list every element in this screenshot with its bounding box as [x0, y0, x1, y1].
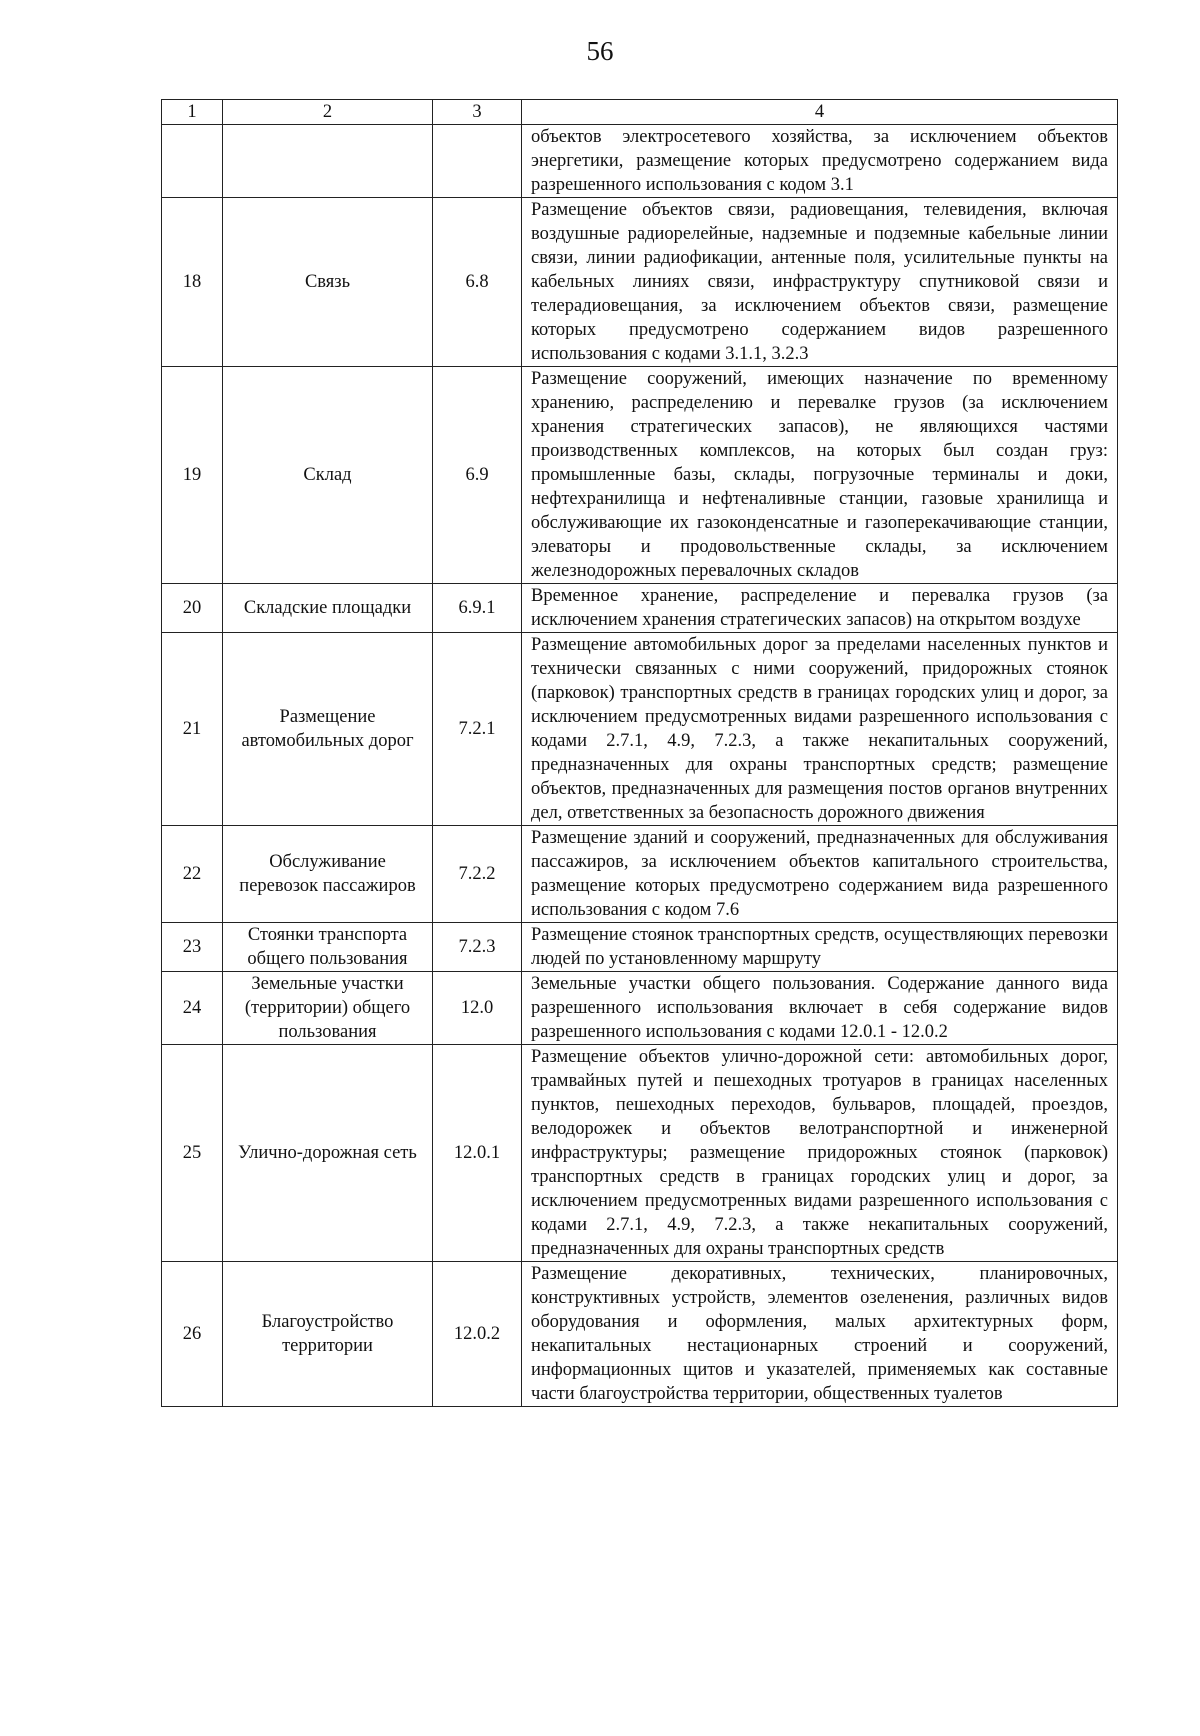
table-row [162, 1262, 1118, 1407]
use-type-code: 12.0.1 [433, 1045, 522, 1262]
header-col-4: 4 [522, 100, 1118, 125]
use-type-description: Размещение сооружений, имеющих назначение по временному хранению, распределению и перевалке грузов (за исключением хранения стратегических запасов), не являющихся частями производственных комплексов, на которых был создан груз: промышленные базы, склады, погрузочные терминалы и доки, нефтехранилища и нефтеналивные станции, газовые хранилища и обслуживающие их газоконденсатные и газоперекачивающие станции, элеваторы и продовольственные склады, за исключением железнодорожных перевалочных складов [522, 367, 1118, 584]
use-type-code [433, 125, 522, 198]
use-type-name: Складские площадки [223, 584, 433, 633]
use-type-name: Земельные участки (территории) общего пользования [223, 972, 433, 1045]
use-type-code: 7.2.1 [433, 633, 522, 826]
use-type-code: 12.0.2 [433, 1262, 522, 1407]
use-type-name: Улично-дорожная сеть [223, 1045, 433, 1262]
header-col-3: 3 [433, 100, 522, 125]
table-row [162, 826, 1118, 923]
row-number: 25 [162, 1045, 223, 1262]
table-row [162, 198, 1118, 367]
table-row [162, 367, 1118, 584]
use-type-description: Временное хранение, распределение и перевалка грузов (за исключением хранения стратегических запасов) на открытом воздухе [522, 584, 1118, 633]
row-number: 18 [162, 198, 223, 367]
use-type-description: Размещение автомобильных дорог за пределами населенных пунктов и технически связанных с ними сооружений, придорожных стоянок (парковок) транспортных средств в границах городских улиц и дорог, за исключением предусмотренных видами разрешенного использования с кодами 2.7.1, 4.9, 7.2.3, а также некапитальных сооружений, предназначенных для охраны транспортных средств; размещение объектов, предназначенных для размещения постов органов внутренних дел, ответственных за безопасность дорожного движения [522, 633, 1118, 826]
header-row [162, 100, 1118, 125]
use-type-description: Размещение объектов улично-дорожной сети: автомобильных дорог, трамвайных путей и пешеходных тротуаров в границах населенных пунктов, пешеходных переходов, бульваров, площадей, проездов, велодорожек и объектов велотранспортной и инженерной инфраструктуры; размещение придорожных стоянок (парковок) транспортных средств в границах городских улиц и дорог, за исключением предусмотренных видами разрешенного использования с кодами 2.7.1, 4.9, 7.2.3, а также некапитальных сооружений, предназначенных для охраны транспортных средств [522, 1045, 1118, 1262]
use-type-description: Размещение объектов связи, радиовещания, телевидения, включая воздушные радиорелейные, надземные и подземные кабельные линии связи, линии радиофикации, антенные поля, усилительные пункты на кабельных линиях связи, инфраструктуру спутниковой связи и телерадиовещания, за исключением объектов связи, размещение которых предусмотрено содержанием видов разрешенного использования с кодами 3.1.1, 3.2.3 [522, 198, 1118, 367]
use-type-code: 7.2.3 [433, 923, 522, 972]
use-type-code: 6.9.1 [433, 584, 522, 633]
table-row [162, 584, 1118, 633]
row-number: 21 [162, 633, 223, 826]
row-number: 23 [162, 923, 223, 972]
row-number: 19 [162, 367, 223, 584]
table-row [162, 125, 1118, 198]
use-type-description: Размещение стоянок транспортных средств, осуществляющих перевозки людей по установленному маршруту [522, 923, 1118, 972]
use-type-name: Стоянки транспорта общего пользования [223, 923, 433, 972]
use-type-name: Размещение автомобильных дорог [223, 633, 433, 826]
header-col-1: 1 [162, 100, 223, 125]
use-type-name: Благоустройство территории [223, 1262, 433, 1407]
row-number: 22 [162, 826, 223, 923]
row-number: 24 [162, 972, 223, 1045]
use-type-name: Склад [223, 367, 433, 584]
use-type-code: 6.9 [433, 367, 522, 584]
table-row [162, 972, 1118, 1045]
table-row [162, 633, 1118, 826]
row-number [162, 125, 223, 198]
use-type-code: 12.0 [433, 972, 522, 1045]
use-type-description: Размещение декоративных, технических, планировочных, конструктивных устройств, элементов озеленения, различных видов оборудования и оформления, малых архитектурных форм, некапитальных нестационарных строений и сооружений, информационных щитов и указателей, применяемых как составные части благоустройства территории, общественных туалетов [522, 1262, 1118, 1407]
table-row [162, 1045, 1118, 1262]
use-type-name: Связь [223, 198, 433, 367]
use-type-name [223, 125, 433, 198]
row-number: 26 [162, 1262, 223, 1407]
use-type-description: объектов электросетевого хозяйства, за исключением объектов энергетики, размещение которых предусмотрено содержанием вида разрешенного использования с кодом 3.1 [522, 125, 1118, 198]
use-type-name: Обслуживание перевозок пассажиров [223, 826, 433, 923]
table-row [162, 923, 1118, 972]
use-type-code: 6.8 [433, 198, 522, 367]
header-col-2: 2 [223, 100, 433, 125]
land-use-table [161, 99, 1118, 1407]
page-number: 56 [586, 36, 614, 66]
table-header [162, 100, 1118, 125]
use-type-description: Размещение зданий и сооружений, предназначенных для обслуживания пассажиров, за исключением объектов капитального строительства, размещение которых предусмотрено содержанием вида разрешенного использования с кодом 7.6 [522, 826, 1118, 923]
table-body [162, 125, 1118, 1407]
row-number: 20 [162, 584, 223, 633]
use-type-code: 7.2.2 [433, 826, 522, 923]
use-type-description: Земельные участки общего пользования. Содержание данного вида разрешенного использования включает в себя содержание видов разрешенного использования с кодами 12.0.1 - 12.0.2 [522, 972, 1118, 1045]
